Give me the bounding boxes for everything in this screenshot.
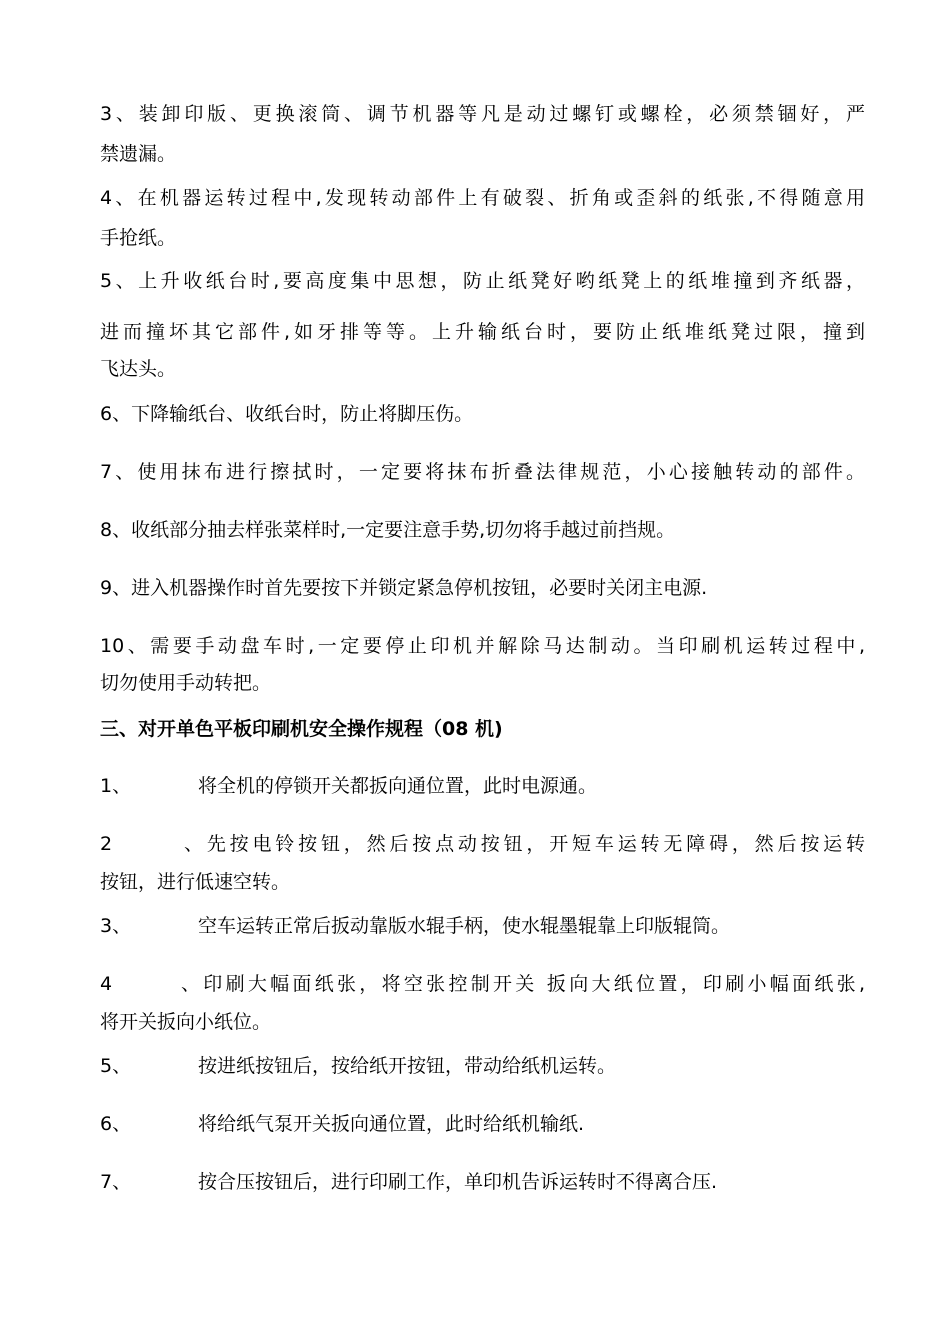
step-text: 将全机的停锁开关都扳向通位置，此时电源通。 xyxy=(198,775,598,797)
step-4-line-2: 将开关扳向小纸位。 xyxy=(100,1011,272,1033)
step-2-line-1 xyxy=(100,828,865,860)
paragraph-8: 8、收纸部分抽去样张菜样时,一定要注意手势,切勿将手越过前挡规。 xyxy=(100,519,676,541)
step-number: 6、 xyxy=(100,1113,132,1135)
step-2-line-2: 按钮，进行低速空转。 xyxy=(100,871,291,893)
step-7 xyxy=(100,1166,865,1198)
step-number: 2、 xyxy=(100,833,203,855)
step-number: 3、 xyxy=(100,915,132,937)
paragraph-4-line-1: 4、在机器运转过程中,发现转动部件上有破裂、折角或歪斜的纸张,不得随意用 xyxy=(100,187,865,209)
paragraph-5-line-3: 飞达头。 xyxy=(100,358,177,380)
step-number: 7、 xyxy=(100,1171,132,1193)
step-number: 1、 xyxy=(100,775,132,797)
paragraph-7: 7、使用抹布进行擦拭时，一定要将抹布折叠法律规范，小心接触转动的部件。 xyxy=(100,461,865,483)
step-1 xyxy=(100,770,865,802)
paragraph-9: 9、进入机器操作时首先要按下并锁定紧急停机按钮，必要时关闭主电源. xyxy=(100,577,708,599)
paragraph-3-line-1: 3、装卸印版、更换滚筒、调节机器等凡是动过螺钉或螺栓，必须禁锢好，严 xyxy=(100,103,865,125)
step-text: 印刷大幅面纸张，将空张控制开关 扳向大纸位置，印刷小幅面纸张, xyxy=(200,973,865,995)
paragraph-5-line-1: 5、上升收纸台时,要高度集中思想，防止纸凳好哟纸凳上的纸堆撞到齐纸器， xyxy=(100,270,865,292)
step-number: 4、 xyxy=(100,973,200,995)
paragraph-4-line-2: 手抢纸。 xyxy=(100,227,177,249)
paragraph-5-line-2: 进而撞坏其它部件,如牙排等等。上升输纸台时，要防止纸堆纸凳过限，撞到 xyxy=(100,321,865,343)
step-text: 按合压按钮后，进行印刷工作，单印机告诉运转时不得离合压. xyxy=(198,1171,718,1193)
paragraph-10-line-2: 切勿使用手动转把。 xyxy=(100,672,272,694)
paragraph-3-line-2: 禁遗漏。 xyxy=(100,143,177,165)
step-6 xyxy=(100,1108,865,1140)
step-3 xyxy=(100,910,865,942)
step-4-line-1 xyxy=(100,968,865,1000)
paragraph-6: 6、下降输纸台、收纸台时，防止将脚压伤。 xyxy=(100,403,474,425)
section-heading: 三、对开单色平板印刷机安全操作规程（08 机) xyxy=(100,718,503,740)
step-text: 先按电铃按钮，然后按点动按钮，开短车运转无障碍，然后按运转 xyxy=(203,833,865,855)
step-5 xyxy=(100,1050,865,1082)
step-text: 按进纸按钮后，按给纸开按钮，带动给纸机运转。 xyxy=(198,1055,617,1077)
step-number: 5、 xyxy=(100,1055,132,1077)
paragraph-10-line-1: 10、需要手动盘车时,一定要停止印机并解除马达制动。当印刷机运转过程中, xyxy=(100,635,865,657)
step-text: 空车运转正常后扳动靠版水辊手柄，使水辊墨辊靠上印版辊筒。 xyxy=(198,915,731,937)
step-text: 将给纸气泵开关扳向通位置，此时给纸机输纸. xyxy=(198,1113,585,1135)
